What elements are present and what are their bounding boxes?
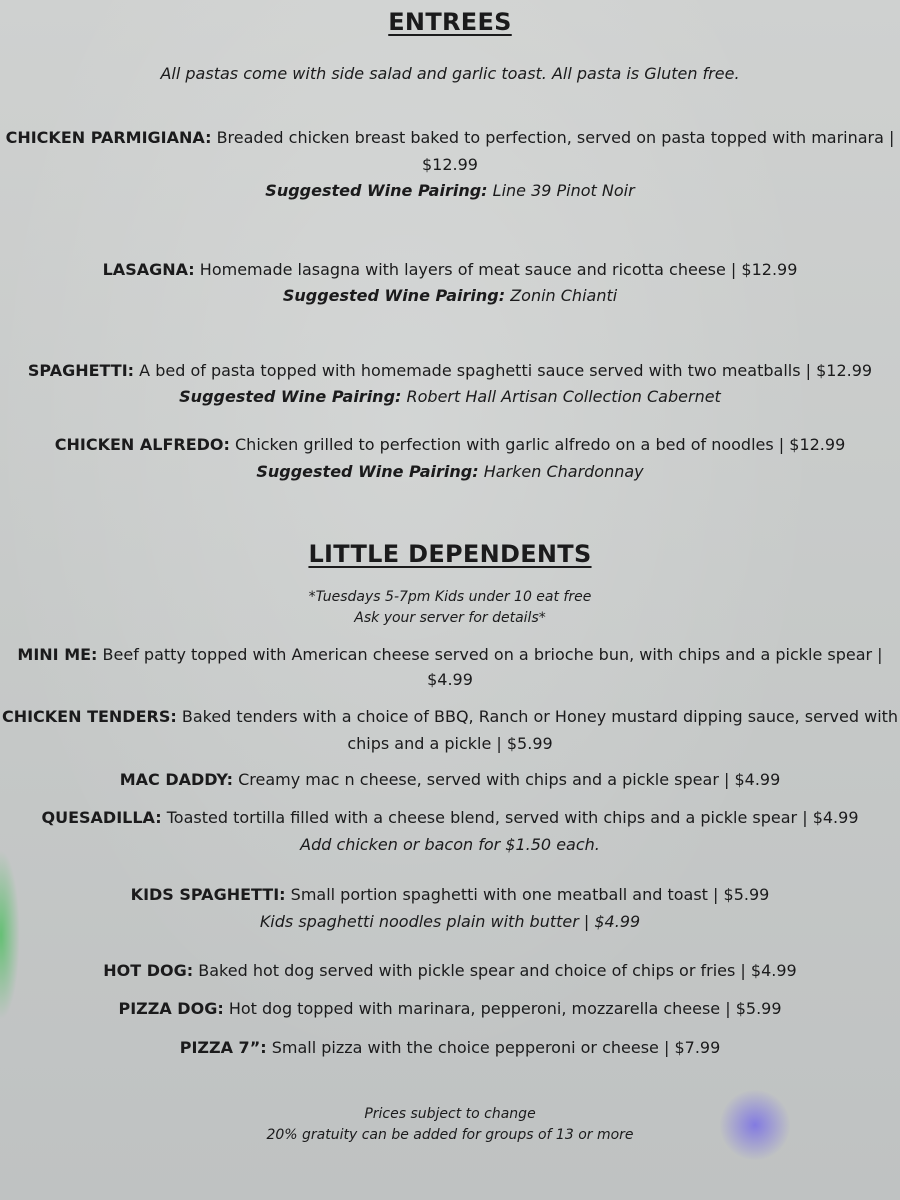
kids-title: LITTLE DEPENDENTS bbox=[308, 540, 592, 568]
entree-item-chicken-parmigiana bbox=[0, 128, 900, 147]
light-glare-purple bbox=[720, 1090, 790, 1160]
kids-item-description: Baked hot dog served with pickle spear and choice of chips or fries | $4.99 bbox=[198, 961, 797, 980]
entree-name: SPAGHETTI: bbox=[27, 361, 135, 380]
light-glare-green bbox=[0, 850, 20, 1020]
entree-name: CHICKEN PARMIGIANA: bbox=[5, 128, 212, 147]
entree-description: A bed of pasta topped with homemade spaghetti sauce served with two meatballs | $12.99 bbox=[139, 361, 873, 380]
kids-item-mac-daddy bbox=[0, 770, 900, 789]
kids-item-name: HOT DOG: bbox=[103, 961, 194, 980]
entree-description: Chicken grilled to perfection with garlic alfredo on a bed of noodles | $12.99 bbox=[235, 435, 846, 454]
wine-pairing bbox=[0, 286, 900, 305]
kids-item-name: PIZZA 7”: bbox=[179, 1038, 267, 1057]
kids-item-name: MINI ME: bbox=[17, 645, 98, 664]
entree-description: Homemade lasagna with layers of meat sauce and ricotta cheese | $12.99 bbox=[199, 260, 798, 279]
footer-note-line-1: Prices subject to change bbox=[364, 1106, 536, 1122]
kids-item-alternate: Kids spaghetti noodles plain with butter | $4.99 bbox=[259, 912, 641, 931]
kids-item-hot-dog bbox=[0, 961, 900, 980]
wine-pairing bbox=[0, 181, 900, 200]
kids-note-line-1: *Tuesdays 5-7pm Kids under 10 eat free bbox=[308, 589, 592, 605]
kids-item-description: Beef patty topped with American cheese served on a brioche bun, with chips and a pickle spear | bbox=[102, 645, 883, 664]
kids-item-name: CHICKEN TENDERS: bbox=[1, 707, 177, 726]
entree-name: CHICKEN ALFREDO: bbox=[54, 435, 230, 454]
kids-note-line-2: Ask your server for details* bbox=[354, 610, 546, 626]
kids-item-description: Hot dog topped with marinara, pepperoni, mozzarella cheese | $5.99 bbox=[228, 999, 782, 1018]
entree-item-spaghetti bbox=[0, 361, 900, 380]
kids-item-quesadilla bbox=[0, 808, 900, 827]
entree-description-continued: $12.99 bbox=[422, 155, 478, 174]
footer-note-line-2: 20% gratuity can be added for groups of 13 or more bbox=[266, 1127, 634, 1143]
kids-item-description: Creamy mac n cheese, served with chips and a pickle spear | $4.99 bbox=[238, 770, 781, 789]
wine-pairing bbox=[0, 387, 900, 406]
kids-item-description: Toasted tortilla filled with a cheese blend, served with chips and a pickle spear | $4.99 bbox=[166, 808, 859, 827]
kids-item-add-on: Add chicken or bacon for $1.50 each. bbox=[300, 835, 600, 854]
wine-pairing-label: Suggested Wine Pairing: bbox=[179, 387, 402, 406]
kids-item-kids-spaghetti bbox=[0, 885, 900, 904]
kids-item-name: KIDS SPAGHETTI: bbox=[130, 885, 286, 904]
kids-item-description-continued: $4.99 bbox=[427, 670, 473, 689]
entrees-title: ENTREES bbox=[388, 8, 512, 36]
kids-item-description: Baked tenders with a choice of BBQ, Ranch or Honey mustard dipping sauce, served with bbox=[181, 707, 899, 726]
wine-pairing-value: Robert Hall Artisan Collection Cabernet bbox=[406, 387, 721, 406]
entrees-note: All pastas come with side salad and garlic toast. All pasta is Gluten free. bbox=[160, 64, 740, 83]
wine-pairing-value: Line 39 Pinot Noir bbox=[492, 181, 635, 200]
kids-item-description-continued: chips and a pickle | $5.99 bbox=[347, 734, 553, 753]
wine-pairing-value: Zonin Chianti bbox=[510, 286, 618, 305]
wine-pairing-value: Harken Chardonnay bbox=[483, 462, 644, 481]
entree-item-chicken-alfredo bbox=[0, 435, 900, 454]
kids-item-mini-me bbox=[0, 645, 900, 664]
kids-item-name: PIZZA DOG: bbox=[118, 999, 224, 1018]
kids-item-chicken-tenders bbox=[0, 707, 900, 726]
wine-pairing-label: Suggested Wine Pairing: bbox=[282, 286, 506, 305]
entree-item-lasagna bbox=[0, 260, 900, 279]
kids-item-description: Small pizza with the choice pepperoni or cheese | $7.99 bbox=[271, 1038, 721, 1057]
kids-item-description: Small portion spaghetti with one meatball and toast | $5.99 bbox=[290, 885, 770, 904]
wine-pairing-label: Suggested Wine Pairing: bbox=[265, 181, 488, 200]
entree-name: LASAGNA: bbox=[102, 260, 195, 279]
kids-item-name: MAC DADDY: bbox=[119, 770, 233, 789]
entree-description: Breaded chicken breast baked to perfection, served on pasta topped with marinara | bbox=[216, 128, 895, 147]
wine-pairing bbox=[0, 462, 900, 481]
kids-item-name: QUESADILLA: bbox=[41, 808, 162, 827]
kids-item-pizza-dog bbox=[0, 999, 900, 1018]
wine-pairing-label: Suggested Wine Pairing: bbox=[256, 462, 479, 481]
kids-item-pizza-7 bbox=[0, 1038, 900, 1057]
